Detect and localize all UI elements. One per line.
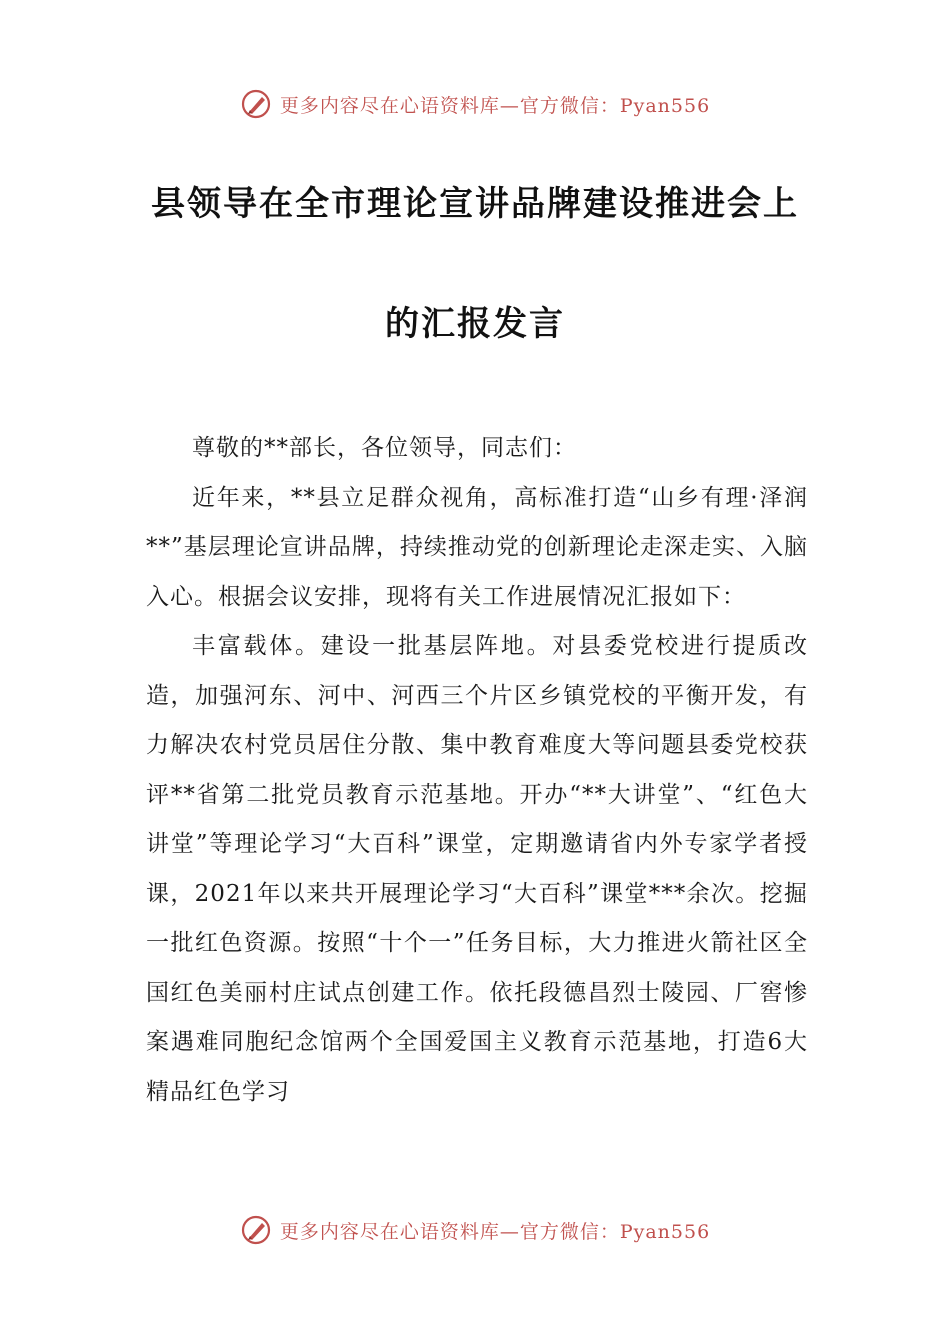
paragraph: 丰富载体。建设一批基层阵地。对县委党校进行提质改造，加强河东、河中、河西三个片区乡镇党校的平衡开发，有力解决农村党员居住分散、集中教育难度大等问题县委党校获评**省第二批党员教育示范基地。开办“**大讲堂”、“红色大讲堂”等理论学习“大百科”课堂，定期邀请省内外专家学者授课，2021年以来共开展理论学习“大百科”课堂***余次。挖掘一批红色资源。按照“十个一”任务目标，大力推进火箭社区全国红色美丽村庄试点创建工作。依托段德昌烈士陵园、厂窖惨案遇难同胞纪念馆两个全国爱国主义教育示范基地，打造6大精品红色学习	[146, 633, 808, 1105]
document-title-line2: 的汇报发言	[385, 304, 565, 344]
paragraph: 近年来，**县立足群众视角，高标准打造“山乡有理·泽润**”基层理论宣讲品牌，持续推动党的创新理论走深走实、入脑入心。根据会议安排，现将有关工作进展情况汇报如下：	[146, 484, 808, 610]
pen-logo-icon	[240, 1214, 272, 1246]
pen-logo-icon	[240, 88, 272, 120]
footer-banner-text: 更多内容尽在心语资料库—官方微信：Pyan556	[279, 1220, 711, 1243]
footer-banner	[0, 1210, 950, 1250]
salutation: 尊敬的**部长，各位领导，同志们：	[192, 435, 577, 461]
header-banner	[0, 84, 950, 124]
header-banner-text: 更多内容尽在心语资料库—官方微信：Pyan556	[279, 94, 711, 117]
document-title-line1: 县领导在全市理论宣讲品牌建设推进会上	[151, 184, 799, 224]
document-body	[146, 424, 808, 1117]
